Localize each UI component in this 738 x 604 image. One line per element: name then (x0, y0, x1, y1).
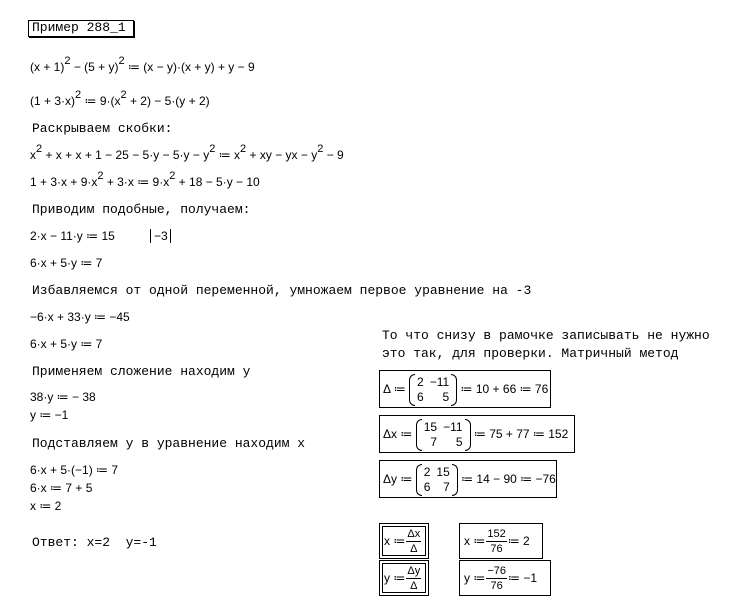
equation-2: $(1 + 3\cdot x)^2$ ≔ $9\cdot(x^2 + 2) - 5\cdot(y + 2)$ (30, 89, 210, 108)
multiplier-separator (150, 229, 151, 243)
delta-x-matrix: 15 −11 7 5 (416, 419, 471, 451)
text-simplify: Приводим подобные, получаем: (32, 202, 251, 217)
equation-5-multiplier: −3 (154, 229, 168, 243)
equation-4: $1 + 3\cdot x + 9\cdot x^2 + 3\cdot x$ ≔ $9\cdot x^2 + 18 - 5\cdot y - 10$ (30, 170, 260, 189)
text-eliminate: Избавляемся от одной переменной, умножаем первое уравнение на -3 (32, 283, 532, 298)
equation-11: 6·x + 5·(−1) ≔ 7 (30, 463, 119, 477)
x-formula-box (379, 523, 429, 559)
delta-y-expression: Δy ≔ 2 15 6 7 ≔ 14 − 90 ≔ −76 (383, 465, 556, 494)
equation-1: $(x + 1)^2 - (5 + y)^2$ ≔ (x − y)·(x + y) + y − 9 (30, 55, 255, 74)
delta-x-box (379, 415, 575, 453)
delta-expression: Δ ≔ 2 −11 6 5 ≔ 10 + 66 ≔ 76 (383, 375, 549, 404)
delta-y-matrix: 2 15 6 7 (416, 464, 458, 496)
example-title: Пример 288_1 (32, 20, 126, 35)
x-formula: x ≔ $\frac{\Delta x}{\Delta}$ (384, 528, 421, 556)
equation-9: 38·y ≔ − 38 (30, 390, 96, 404)
delta-y-box (379, 460, 557, 498)
equation-3: $x^2 + x + x + 1 - 25 - 5\cdot y - 5\cdot y - y^2$ ≔ $x^2$ + xy − yx − $y^2 - 9$ (30, 143, 344, 162)
equation-10: y ≔ −1 (30, 408, 69, 422)
y-value-box (459, 560, 551, 596)
delta-matrix: 2 −11 6 5 (409, 374, 457, 406)
y-value: y ≔ $\frac{-76}{76}$ ≔ −1 (464, 565, 538, 593)
x-value: x ≔ $\frac{152}{76}$ ≔ 2 (464, 528, 530, 556)
answer-text: Ответ: x=2 y=-1 (32, 535, 157, 550)
y-formula-box (379, 560, 429, 596)
text-open-brackets: Раскрываем скобки: (32, 121, 173, 136)
y-formula: y ≔ $\frac{\Delta y}{\Delta}$ (384, 565, 421, 593)
note-line-2: это так, для проверки. Матричный метод (382, 346, 679, 361)
text-cursor (170, 229, 171, 243)
equation-6: 6·x + 5·y ≔ 7 (30, 256, 103, 270)
equation-12: 6·x ≔ 7 + 5 (30, 481, 93, 495)
delta-box (379, 370, 551, 408)
x-value-box (459, 523, 543, 559)
text-addition: Применяем сложение находим y (32, 364, 251, 379)
equation-5: 2·x − 11·y ≔ 15 (30, 229, 115, 243)
text-substitute: Подставляем y в уравнение находим x (32, 436, 306, 451)
note-line-1: То что снизу в рамочке записывать не нужно (382, 328, 710, 343)
equation-7: −6·x + 33·y ≔ −45 (30, 310, 130, 324)
equation-8: 6·x + 5·y ≔ 7 (30, 337, 103, 351)
delta-x-expression: Δx ≔ 15 −11 7 5 ≔ 75 + 77 ≔ 152 (383, 420, 569, 449)
equation-13: x ≔ 2 (30, 499, 62, 513)
